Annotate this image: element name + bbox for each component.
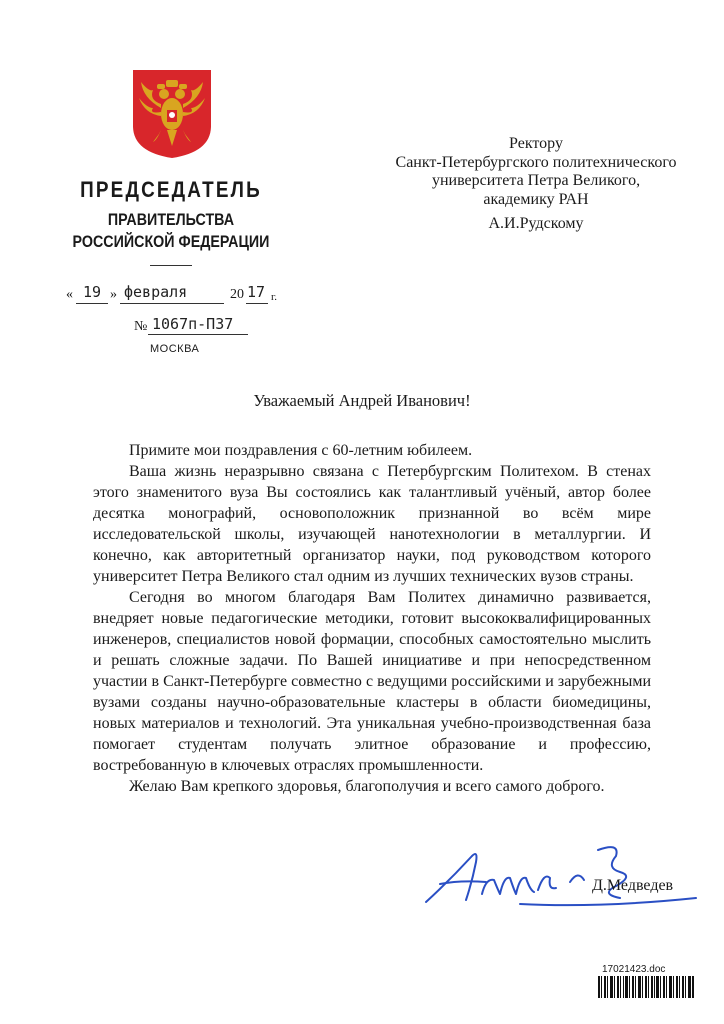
date-year-label: г.: [271, 291, 278, 303]
city-label: МОСКВА: [150, 343, 200, 355]
letter-paragraph: Сегодня во многом благодаря Вам Политех динамично развивается, внедряет новые педагогические методики, готовит высококвалифицированных инженеров, специалистов новой формации, способных самостоятельно мыслить и решать сложные задачи. По Вашей инициативе и при непосредственном участии в Санкт-Петербурге совместно с ведущими российскими и зарубежными вузами созданы научно-образовательные кластеры в области биомедицины, новых материалов и технологий. Эта уникальная учебно-производственная база помогает студентам получать элитное образование и профессию, востребованную в ключевых отраслях промышленности.: [93, 589, 651, 774]
date-day: 19: [83, 283, 102, 301]
sender-header: [46, 177, 296, 266]
addressee-block: [356, 135, 716, 234]
sender-subtitle-1: ПРАВИТЕЛЬСТВА: [107, 210, 235, 229]
addressee-line: академику РАН: [483, 190, 589, 208]
sender-subtitle-2: РОССИЙСКОЙ ФЕДЕРАЦИИ: [72, 232, 270, 251]
signer-name: Д.Медведев: [592, 877, 674, 894]
document-number: 1067п-П37: [152, 315, 234, 333]
date-quote-close: »: [110, 287, 117, 302]
letter-body: [93, 440, 651, 797]
addressee-line: А.И.Рудскому: [488, 215, 584, 232]
document-file-id: 17021423.doc: [602, 964, 666, 975]
letter-paragraph: Желаю Вам крепкого здоровья, благополучия и всего самого доброго.: [129, 778, 605, 795]
document-number-line: [134, 316, 254, 336]
sender-title: ПРЕДСЕДАТЕЛЬ: [80, 177, 262, 202]
date-month: февраля: [124, 283, 188, 301]
date-year-suffix: 17: [247, 283, 266, 301]
letter-paragraph: Примите мои поздравления с 60-летним юбилеем.: [129, 442, 473, 459]
addressee-line: Ректору: [509, 135, 563, 152]
addressee-line: Санкт-Петербургского политехнического: [395, 153, 677, 171]
date-quote-open: «: [66, 287, 73, 302]
header-divider: [150, 265, 192, 266]
greeting: Уважаемый Андрей Иванович!: [253, 391, 471, 410]
addressee-line: университета Петра Великого,: [431, 172, 641, 189]
barcode-icon: [598, 976, 694, 998]
russian-coat-of-arms-icon: [131, 68, 213, 160]
number-prefix: №: [134, 319, 148, 334]
date-line: [66, 282, 306, 304]
letter-paragraph: Ваша жизнь неразрывно связана с Петербургским Политехом. В стенах этого знаменитого вуза Вы состоялись как талантливый учёный, автор более десятка монографий, основоположник признанной во всём мире исследовательской школы, изучающей нанотехнологии в металлургии. И конечно, как авторитетный организатор науки, под руководством которого университет Петра Великого стал одним из лучших технических вузов страны.: [93, 463, 651, 585]
date-year-prefix: 20: [230, 287, 244, 302]
